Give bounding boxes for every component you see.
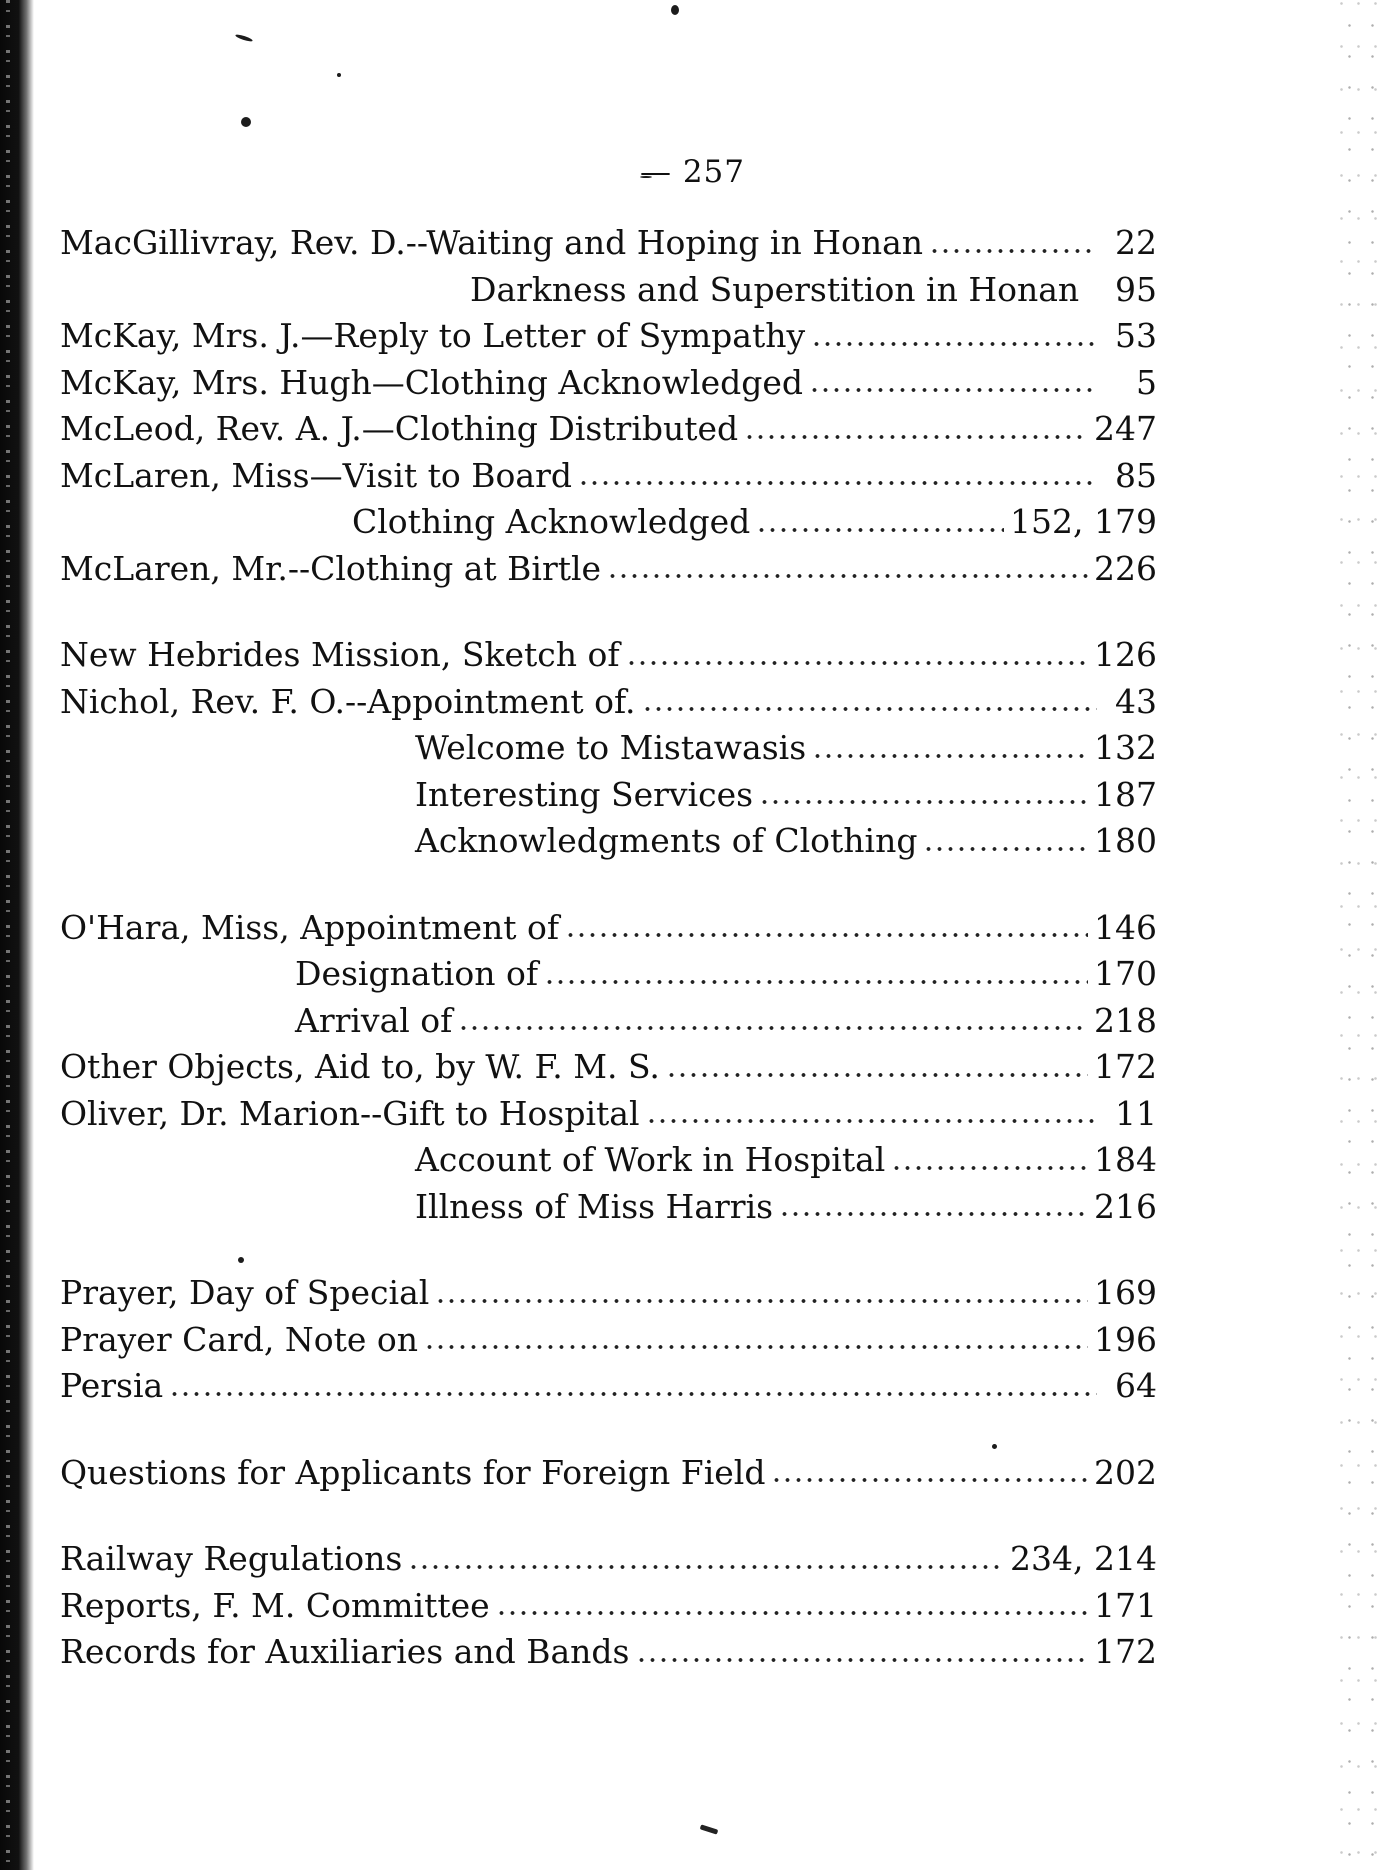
index-subentry	[60, 1137, 1157, 1184]
entry-title: McLaren, Miss—Visit to Board	[60, 455, 572, 495]
entry-title: Oliver, Dr. Marion--Gift to Hospital	[60, 1093, 640, 1133]
dot-leader	[607, 571, 1088, 581]
entry-title: McKay, Mrs. Hugh—Clothing Acknowledged	[60, 362, 803, 402]
entry-page-number: 180	[1094, 821, 1157, 860]
entry-page-number: 226	[1094, 548, 1157, 588]
entry-page-number: 5	[1136, 362, 1157, 402]
dot-leader	[636, 1655, 1089, 1665]
entry-page-number: 132	[1094, 728, 1157, 767]
dot-leader	[929, 246, 1097, 256]
index-subentry	[60, 725, 1157, 772]
entry-page-number: 196	[1094, 1319, 1157, 1359]
index-entry	[60, 1629, 1157, 1676]
index-subentry	[60, 818, 1157, 865]
entry-page-number: 169	[1094, 1273, 1157, 1312]
dot-leader	[666, 1070, 1088, 1080]
index-entry	[60, 406, 1157, 453]
entry-page-number: 171	[1094, 1585, 1157, 1625]
index-entry	[60, 453, 1157, 500]
entry-page-number: 202	[1094, 1452, 1157, 1492]
entry-page-number: 170	[1094, 954, 1157, 993]
scan-right-noise	[1330, 0, 1385, 1870]
dot-leader	[744, 432, 1088, 442]
entry-title: Questions for Applicants for Foreign Field	[60, 1452, 766, 1492]
entry-page-number: 187	[1094, 774, 1157, 814]
entry-title: Prayer Card, Note on	[60, 1319, 419, 1359]
index-entry	[60, 1536, 1157, 1583]
entry-title: Railway Regulations	[60, 1539, 403, 1578]
index-entry	[60, 1317, 1157, 1364]
entry-page-number: 146	[1094, 907, 1157, 947]
entry-title: Other Objects, Aid to, by W. F. M. S.	[60, 1047, 660, 1086]
scan-speckle	[671, 5, 679, 15]
index-subentry	[60, 951, 1157, 998]
entry-page-number: 172	[1094, 1047, 1157, 1086]
entry-title: Designation of	[295, 954, 539, 993]
index-subentry	[60, 772, 1157, 819]
index-subentry	[60, 499, 1157, 546]
index-subentry	[60, 1184, 1157, 1231]
dot-leader	[642, 704, 1097, 714]
index-entry	[60, 1450, 1157, 1497]
index-entry	[60, 313, 1157, 360]
index-subentry	[60, 267, 1157, 314]
index-entry	[60, 1270, 1157, 1317]
entry-page-number: 85	[1115, 455, 1157, 495]
entry-title: McLaren, Mr.--Clothing at Birtle	[60, 548, 602, 588]
entry-title: Arrival of	[295, 1000, 453, 1040]
scan-speckle	[337, 73, 341, 77]
dot-leader	[565, 930, 1088, 940]
scan-speckle	[235, 33, 253, 42]
index-list	[60, 220, 1157, 1676]
entry-page-number: 152, 179	[1010, 502, 1157, 541]
scan-mark-bottom	[700, 1824, 719, 1834]
entry-page-number: 184	[1094, 1140, 1157, 1179]
entry-page-number: 11	[1115, 1093, 1157, 1133]
index-entry	[60, 679, 1157, 726]
entry-title: Reports, F. M. Committee	[60, 1585, 490, 1625]
index-entry	[60, 1583, 1157, 1630]
dot-leader	[578, 478, 1097, 488]
entry-page-number: 22	[1115, 223, 1157, 262]
scan-left-border	[0, 0, 34, 1870]
dot-leader	[458, 1023, 1088, 1033]
dot-leader	[424, 1342, 1088, 1352]
entry-title: Account of Work in Hospital	[415, 1140, 886, 1179]
entry-title: McKay, Mrs. J.—Reply to Letter of Sympathy	[60, 316, 806, 355]
index-entry	[60, 1363, 1157, 1410]
dot-leader	[626, 658, 1088, 668]
entry-title: Persia	[60, 1366, 164, 1405]
index-entry	[60, 220, 1157, 267]
dot-leader	[1085, 292, 1097, 302]
entry-page-number: 53	[1115, 316, 1157, 355]
entry-page-number: 43	[1115, 681, 1157, 721]
dot-leader	[759, 797, 1088, 807]
entry-title: Interesting Services	[415, 774, 754, 814]
entry-page-number: 234, 214	[1010, 1539, 1157, 1578]
entry-page-number: 247	[1094, 409, 1157, 448]
dot-leader	[435, 1296, 1088, 1306]
entry-title: O'Hara, Miss, Appointment of	[60, 907, 560, 947]
index-entry	[60, 546, 1157, 593]
entry-title: McLeod, Rev. A. J.—Clothing Distributed	[60, 409, 739, 448]
entry-title: Clothing Acknowledged	[352, 502, 751, 541]
index-subentry	[60, 998, 1157, 1045]
index-entry	[60, 1044, 1157, 1091]
dot-leader	[771, 1475, 1088, 1485]
dot-leader	[891, 1163, 1088, 1173]
entry-page-number: 172	[1094, 1632, 1157, 1671]
dot-leader	[496, 1608, 1088, 1618]
entry-title: Welcome to Mistawasis	[415, 728, 807, 767]
dot-leader	[756, 525, 1004, 535]
dot-leader	[646, 1116, 1097, 1126]
index-entry	[60, 905, 1157, 952]
dot-leader	[544, 977, 1088, 987]
dot-leader	[923, 844, 1088, 854]
dot-leader	[408, 1562, 1004, 1572]
entry-title: MacGillivray, Rev. D.--Waiting and Hoping in Honan	[60, 223, 924, 262]
entry-title: Acknowledgments of Clothing	[415, 821, 918, 860]
entry-title: Darkness and Superstition in Honan	[470, 269, 1080, 309]
index-entry	[60, 360, 1157, 407]
entry-page-number: 216	[1094, 1186, 1157, 1226]
page-number: — 257	[639, 154, 746, 190]
dot-leader	[169, 1389, 1097, 1399]
entry-page-number: 126	[1094, 635, 1157, 674]
entry-title: Nichol, Rev. F. O.--Appointment of.	[60, 681, 636, 721]
entry-page-number: 64	[1115, 1366, 1157, 1405]
entry-title: Illness of Miss Harris	[415, 1186, 774, 1226]
dot-leader	[809, 385, 1097, 395]
dot-leader	[779, 1209, 1088, 1219]
dot-leader	[811, 339, 1097, 349]
scan-speckle	[241, 117, 251, 127]
entry-title: Prayer, Day of Special	[60, 1273, 430, 1312]
index-entry	[60, 1091, 1157, 1138]
entry-title: Records for Auxiliaries and Bands	[60, 1632, 630, 1671]
entry-title: New Hebrides Mission, Sketch of	[60, 635, 620, 674]
dot-leader	[812, 751, 1088, 761]
entry-page-number: 218	[1094, 1000, 1157, 1040]
index-entry	[60, 632, 1157, 679]
entry-page-number: 95	[1115, 269, 1157, 309]
